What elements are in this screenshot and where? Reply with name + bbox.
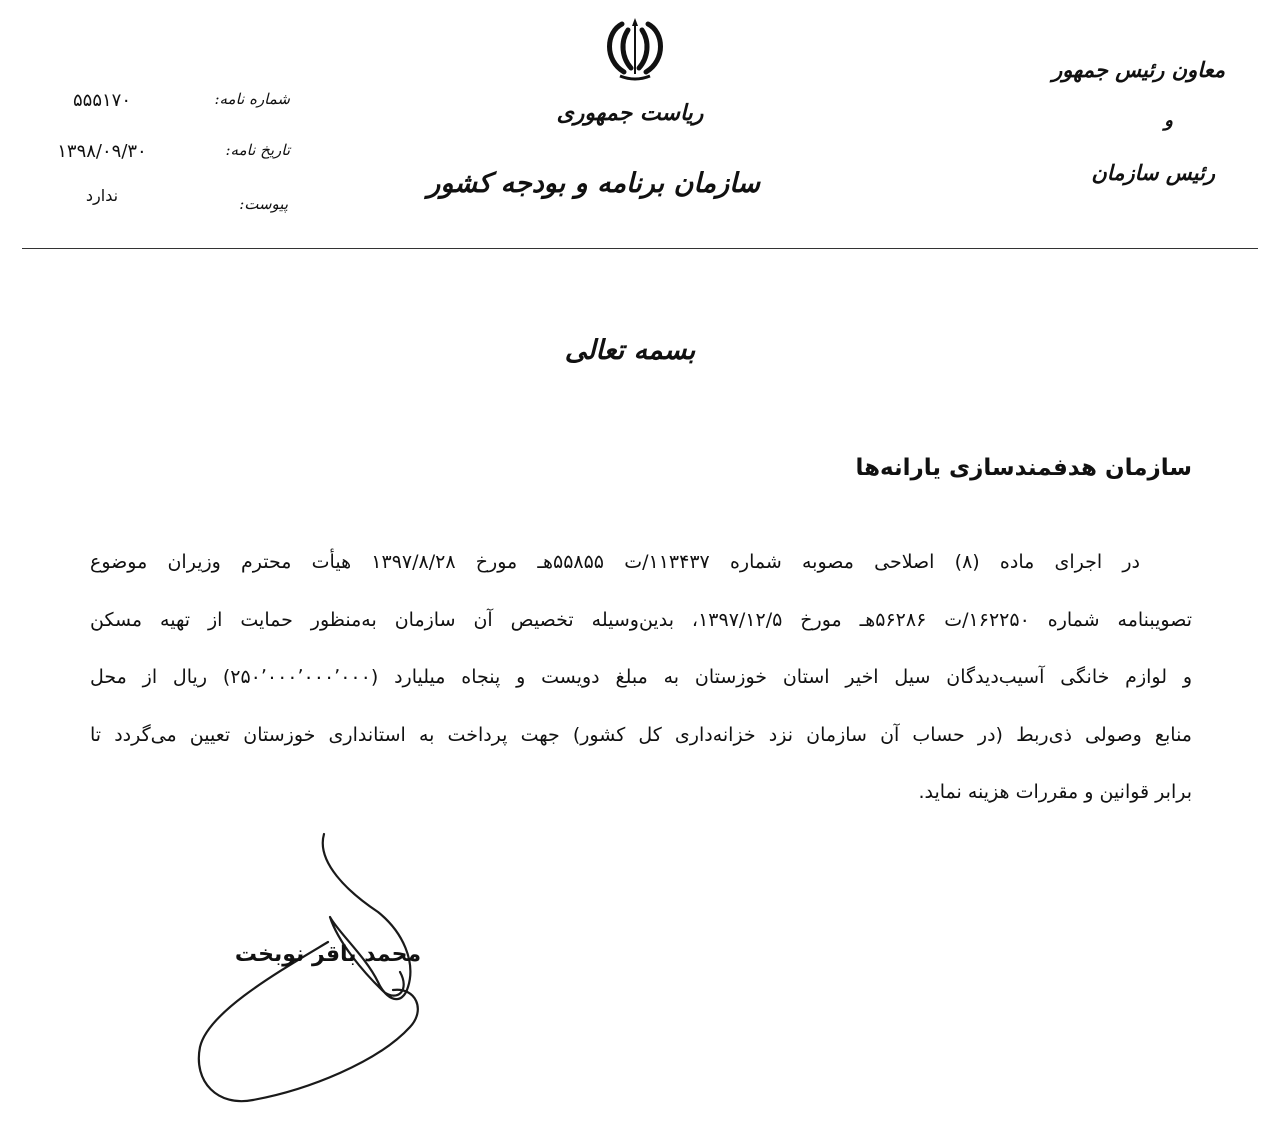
body-line: در اجرای ماده (۸) اصلاحی مصوبه شماره ۱۱۳۴۳۷/ت ۵۵۸۵۵هـ مورخ ۱۳۹۷/۸/۲۸ هیأت محترم وزیران موضوع [90, 551, 1140, 573]
body-line: و لوازم خانگی آسیب‌دیدگان سیل اخیر استان خوزستان به مبلغ دویست و پنجاه میلیارد (۲۵۰٬۰۰۰٬۰۰۰٬۰۰۰) ریال از محل [90, 666, 1193, 688]
issuer-title-conjunction: و [1164, 110, 1173, 131]
basmala-heading: بسمه تعالی [564, 335, 696, 366]
header-divider [22, 248, 1258, 249]
body-line: منابع وصولی ذی‌ربط (در حساب آن سازمان نزد خزانه‌داری کل کشور) جهت پرداخت به استانداری خوزستان تعیین می‌گردد تا [90, 723, 1192, 746]
issuer-title-secondary: رئیس سازمان [1091, 160, 1215, 185]
signatory-name: محمد باقر نوبخت [234, 942, 422, 967]
issuer-title: معاون رئیس جمهور [1052, 57, 1225, 82]
recipient-heading: سازمان هدفمندسازی یارانه‌ها [855, 455, 1192, 481]
org-name: سازمان برنامه و بودجه کشور [427, 168, 760, 199]
letter-number-label: شماره نامه: [214, 90, 290, 108]
letter-body [90, 540, 1192, 828]
letter-date-value: ۱۳۹۸/۰۹/۳۰ [57, 141, 147, 162]
handwritten-signature [188, 822, 438, 1112]
letter-number-value: ۵۵۵۱۷۰ [72, 90, 131, 111]
body-line: تصویبنامه شماره ۱۶۲۲۵۰/ت ۵۶۲۸۶هـ مورخ ۱۳۹۷/۱۲/۵، بدین‌وسیله تخصیص آن سازمان به‌منظور حمایت از تهیه مسکن [90, 608, 1193, 631]
iran-emblem-icon [598, 12, 672, 82]
org-parent-name: ریاست جمهوری [556, 100, 704, 126]
body-line: برابر قوانین و مقررات هزینه نماید. [918, 781, 1192, 803]
attachment-value: ندارد [85, 186, 119, 205]
attachment-label: پیوست: [239, 195, 288, 213]
letter-date-label: تاریخ نامه: [225, 141, 290, 159]
